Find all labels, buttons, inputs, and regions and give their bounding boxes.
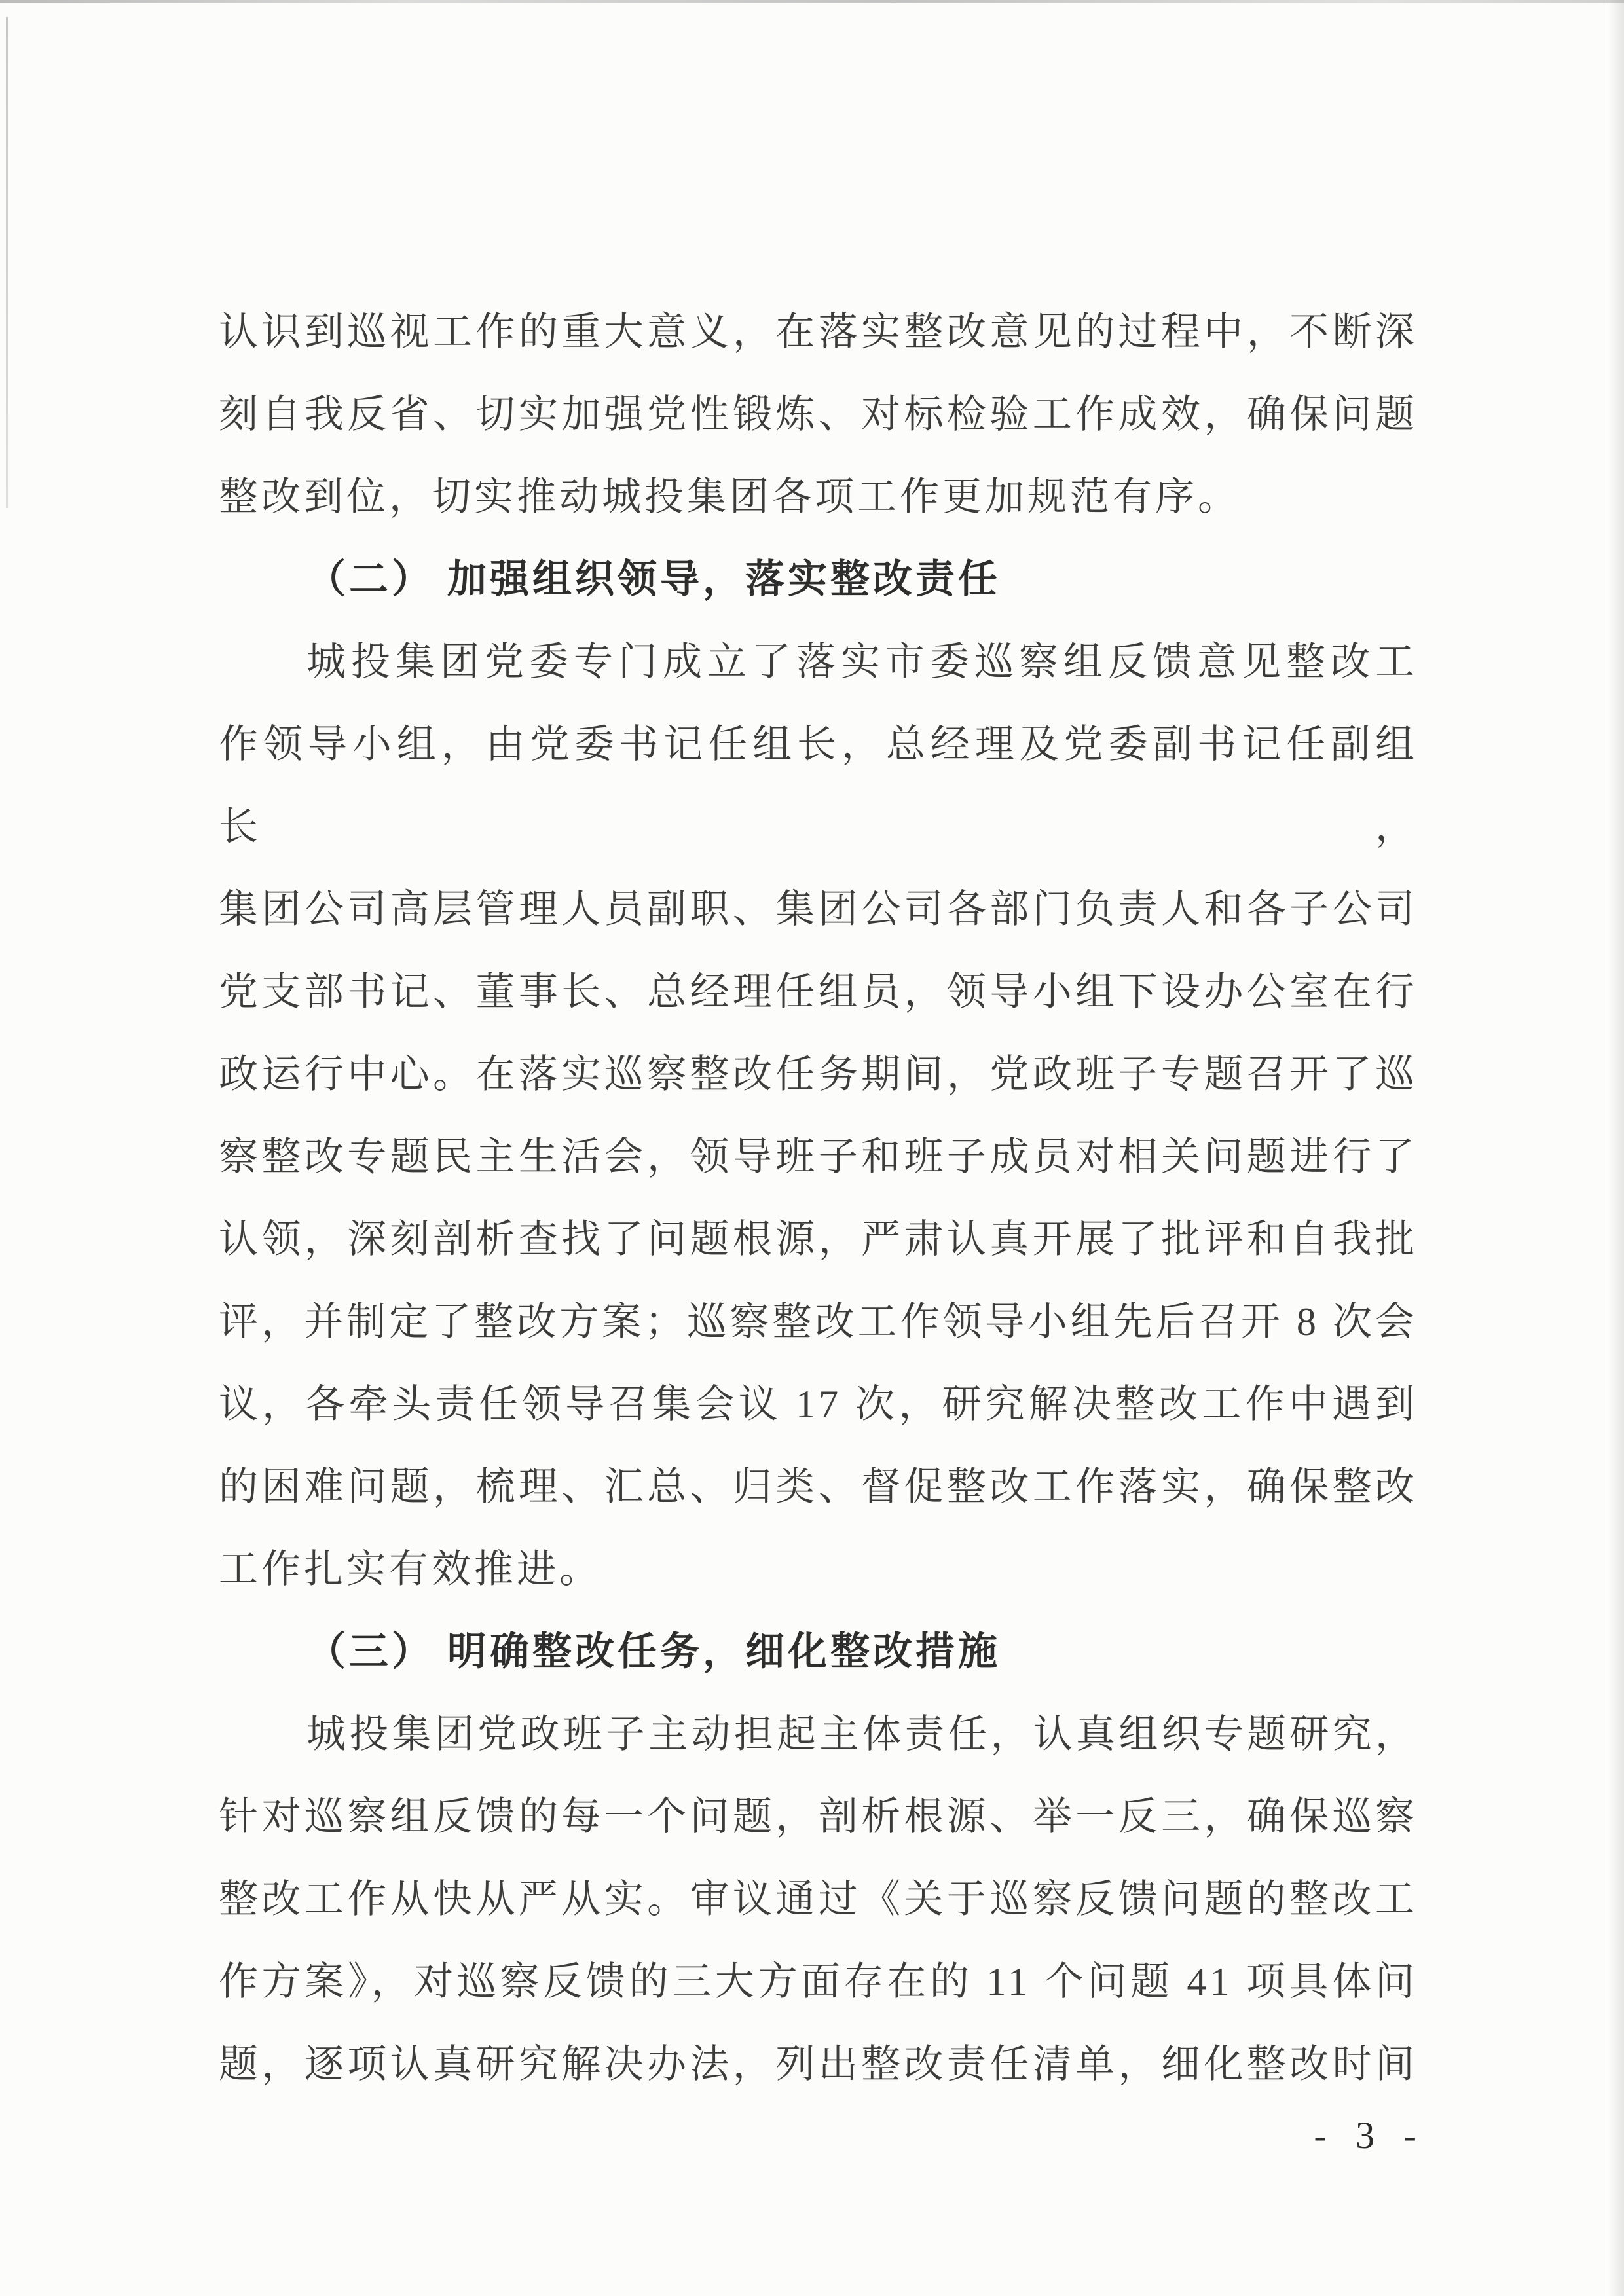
text-line: 作领导小组，由党委书记任组长，总经理及党委副书记任副组长， bbox=[219, 723, 1418, 848]
text-line: 作方案》，对巡察反馈的三大方面存在的 11 个问题 41 项具体问 bbox=[219, 1960, 1418, 2003]
text-line: 城投集团党委专门成立了落实市委巡察组反馈意见整改工 bbox=[306, 640, 1418, 683]
text-line: 察整改专题民主生活会，领导班子和班子成员对相关问题进行了 bbox=[219, 1135, 1418, 1178]
text-line: 刻自我反省、切实加强党性锻炼、对标检验工作成效，确保问题 bbox=[219, 393, 1418, 436]
scan-edge-right-artifact bbox=[1608, 0, 1624, 2296]
page-number: - 3 - bbox=[1314, 2114, 1418, 2157]
text-line: 的困难问题，梳理、汇总、归类、督促整改工作落实，确保整改 bbox=[219, 1465, 1418, 1508]
scan-edge-left-artifact bbox=[6, 17, 8, 508]
text-line: 认领，深刻剖析查找了问题根源，严肃认真开展了批评和自我批 bbox=[219, 1218, 1418, 1261]
text-line: 议，各牵头责任领导召集会议 17 次，研究解决整改工作中遇到 bbox=[219, 1383, 1418, 1426]
text-line: 题，逐项认真研究解决办法，列出整改责任清单，细化整改时间 bbox=[219, 2043, 1418, 2086]
text-line: 整改工作从快从严从实。审议通过《关于巡察反馈问题的整改工 bbox=[219, 1878, 1418, 1921]
text-line: 认识到巡视工作的重大意义，在落实整改意见的过程中，不断深 bbox=[219, 310, 1418, 354]
section-heading: （三） 明确整改任务，细化整改措施 bbox=[306, 1630, 1001, 1673]
text-line: 整改到位，切实推动城投集团各项工作更加规范有序。 bbox=[219, 475, 1240, 519]
section-heading: （二） 加强组织领导，落实整改责任 bbox=[306, 558, 1001, 601]
scan-edge-top-artifact bbox=[0, 0, 1624, 3]
document-body bbox=[219, 291, 1418, 2105]
text-line: 党支部书记、董事长、总经理任组员，领导小组下设办公室在行 bbox=[219, 970, 1418, 1013]
text-line: 针对巡察组反馈的每一个问题，剖析根源、举一反三，确保巡察 bbox=[219, 1795, 1418, 1838]
text-line: 城投集团党政班子主动担起主体责任，认真组织专题研究， bbox=[306, 1713, 1418, 1756]
text-line: 评，并制定了整改方案；巡察整改工作领导小组先后召开 8 次会 bbox=[219, 1300, 1418, 1343]
text-line: 政运行中心。在落实巡察整改任务期间，党政班子专题召开了巡 bbox=[219, 1053, 1418, 1096]
text-line: 集团公司高层管理人员副职、集团公司各部门负责人和各子公司 bbox=[219, 888, 1418, 931]
text-line: 工作扎实有效推进。 bbox=[219, 1548, 602, 1591]
